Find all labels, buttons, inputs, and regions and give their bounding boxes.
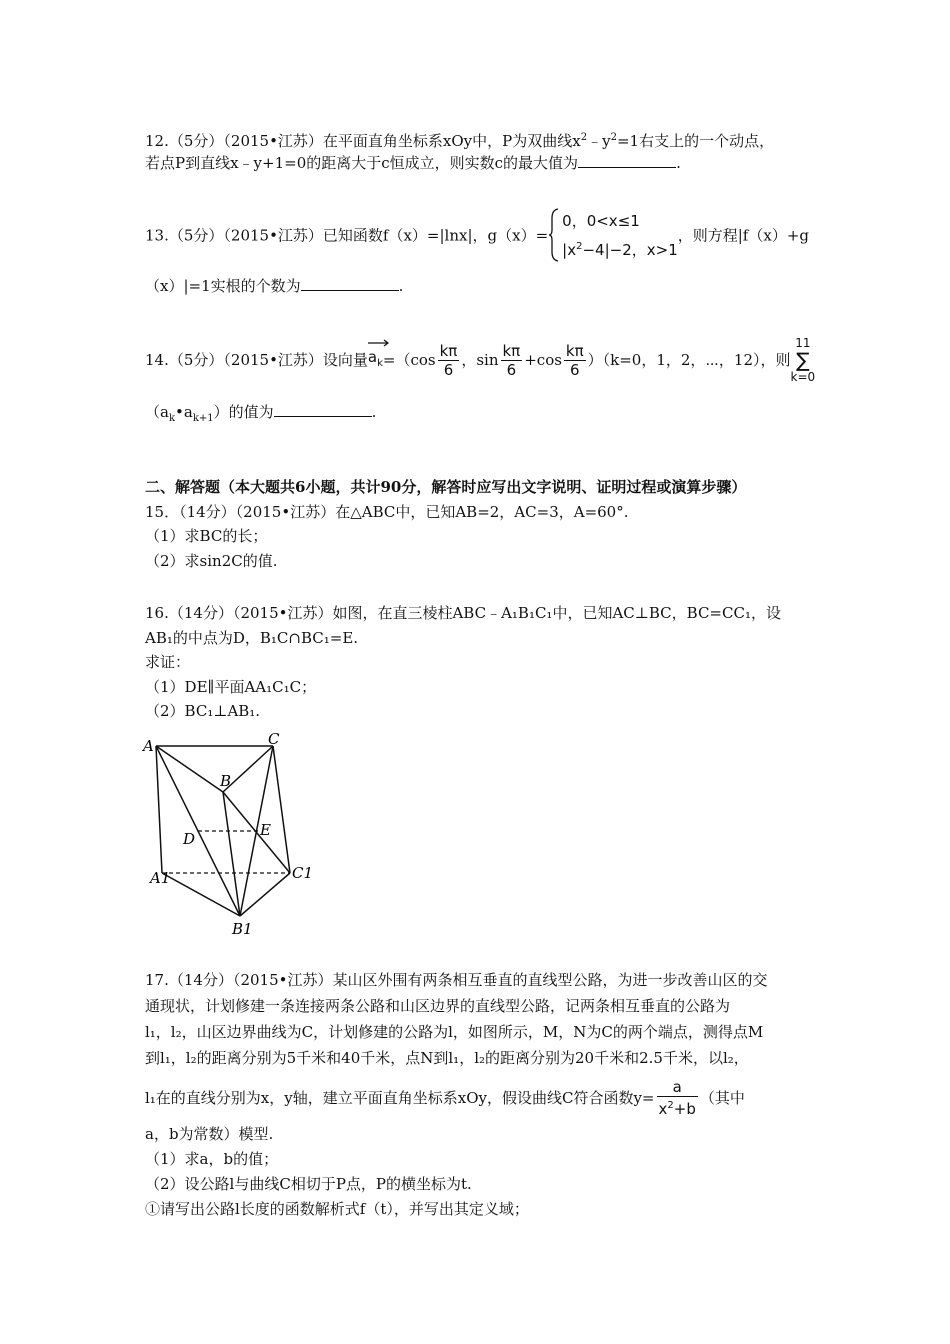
q17-line5: l₁在的直线分别为x，y轴，建立平面直角坐标系xOy，假设曲线C符合函数y= $\frac{a}{x^2+b}$ （其中 (145, 1078, 745, 1118)
q17-sub1: ①请写出公路l长度的函数解析式f（t），并写出其定义域； (145, 1200, 529, 1218)
q17-line3: l₁，l₂，山区边界曲线为C，计划修建的公路为l，如图所示，M，N为C的两个端点，测得点M (145, 1023, 764, 1041)
piecewise-function: 0，0<x≤1 $|x^2-4|-2$，x>1 (548, 208, 678, 263)
q13-line2: （x）|=1实根的个数为 . (145, 277, 404, 295)
fraction-kpi-6: $\frac{k\pi}{6}$ (502, 341, 521, 379)
answer-blank[interactable] (301, 276, 399, 291)
q16-part2: （2）BC₁⊥AB₁. (145, 702, 261, 720)
label-B1: B1 (232, 920, 253, 938)
q14-line1: 14.（5分）（2015•江苏）设向量 $a_k=(\cos$ $\frac{k\pi}{6}$ ，sin $\frac{k\pi}{6}$ +cos $\frac{k\pi}{6}$ ）（k=0，1，2，⋯，12），则 11 ∑ k=0 (145, 336, 816, 384)
q13-line1: 13.（5分）（2015•江苏）已知函数f（x）=|lnx|，g（x）= 0，0<x≤1 $|x^2-4|-2$，x>1 ，则方程|f（x）+g (145, 208, 809, 263)
q17-part1: （1）求a，b的值； (145, 1150, 279, 1168)
label-E: E (260, 821, 271, 839)
edge-AA1 (156, 746, 162, 873)
q16-prove: 求证： (145, 653, 191, 671)
edge-CC1 (273, 746, 290, 873)
answer-blank[interactable] (578, 153, 676, 168)
section-heading: 二、解答题（本大题共6小题，共计90分，解答时应写出文字说明、证明过程或演算步骤） (145, 478, 747, 496)
q12-line2: 若点P到直线x﹣y+1=0的距离大于c恒成立，则实数c的最大值为 . (145, 154, 681, 172)
vector-a-k: $a_k$ (368, 347, 383, 374)
q15-line1: 15．（14分）（2015•江苏）在△ABC中，已知AB=2，AC=3，A=60°. (145, 503, 629, 521)
fraction-kpi-6: $\frac{k\pi}{6}$ (439, 341, 458, 379)
q14-line2: $(a_k•a_{k+1})$的值为 . (145, 403, 377, 424)
q16-line1: 16.（14分）（2015•江苏）如图，在直三棱柱ABC﹣A₁B₁C₁中，已知AC⊥BC，BC=CC₁，设 (145, 604, 781, 622)
q17-line6: a，b为常数）模型. (145, 1125, 274, 1143)
q16-part1: （1）DE∥平面AA₁C₁C； (145, 678, 317, 696)
q15-part1: （1）求BC的长； (145, 527, 268, 545)
q17-line4: 到l₁，l₂的距离分别为5千米和40千米，点N到l₁，l₂的距离分别为20千米和2.5千米，以l₂， (145, 1049, 749, 1067)
label-A: A (143, 737, 154, 755)
summation-symbol: 11 ∑ k=0 (790, 336, 816, 384)
label-B: B (220, 772, 232, 790)
q17-part2: （2）设公路l与曲线C相切于P点，P的横坐标为t. (145, 1175, 472, 1193)
label-C1: C1 (292, 864, 314, 882)
fraction-kpi-6: $\frac{k\pi}{6}$ (565, 341, 584, 379)
q16-line2: AB₁的中点为D，B₁C∩BC₁=E. (145, 629, 359, 647)
q17-line2: 通现状，计划修建一条连接两条公路和山区边界的直线型公路，记两条相互垂直的公路为 (145, 997, 731, 1015)
label-A1: A1 (150, 869, 171, 887)
edge-A1B1 (162, 873, 240, 916)
fraction-a-over-x2b: $\frac{a}{x^2+b}$ (658, 1078, 696, 1118)
answer-blank[interactable] (274, 402, 372, 417)
prism-figure (140, 728, 320, 943)
edge-AB (156, 746, 223, 792)
label-D: D (183, 830, 196, 848)
q12-line1: 12.（5分）（2015•江苏）在平面直角坐标系xOy中，P为双曲线$x^2﹣y^2=1$右支上的一个动点， (145, 132, 775, 150)
q17-line1: 17.（14分）（2015•江苏）某山区外围有两条相互垂直的直线型公路，为进一步改善山区的交 (145, 971, 768, 989)
q15-part2: （2）求sin2C的值. (145, 552, 278, 570)
label-C: C (268, 730, 280, 748)
